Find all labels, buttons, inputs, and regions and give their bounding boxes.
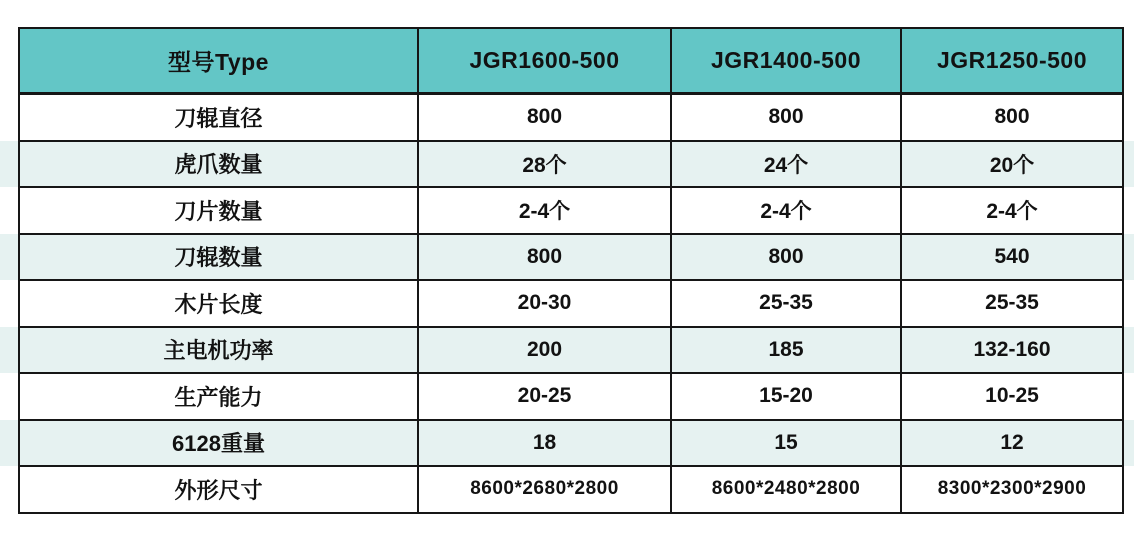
row-label: 刀辊数量 [19,234,418,281]
cell-value: 20-25 [418,373,671,420]
cell-value: 10-25 [901,373,1123,420]
cell-value: 2-4个 [901,187,1123,234]
cell-value: 20个 [901,141,1123,188]
cell-value: 2-4个 [418,187,671,234]
header-row [19,28,1123,94]
table-row [19,373,1123,420]
cell-value: 8600*2680*2800 [418,466,671,513]
row-label: 刀片数量 [19,187,418,234]
row-label: 刀辊直径 [19,94,418,141]
spec-table [18,27,1124,514]
table-row [19,234,1123,281]
column-header-model1: JGR1600-500 [418,28,671,94]
cell-value: 132-160 [901,327,1123,374]
table-row [19,187,1123,234]
column-header-type: 型号Type [19,28,418,94]
table-row [19,280,1123,327]
cell-value: 20-30 [418,280,671,327]
cell-value: 800 [671,234,901,281]
cell-value: 12 [901,420,1123,467]
cell-value: 25-35 [671,280,901,327]
cell-value: 2-4个 [671,187,901,234]
cell-value: 15-20 [671,373,901,420]
table-row [19,141,1123,188]
row-label: 虎爪数量 [19,141,418,188]
table-row [19,466,1123,513]
table-row [19,327,1123,374]
cell-value: 200 [418,327,671,374]
cell-value: 25-35 [901,280,1123,327]
cell-value: 800 [418,234,671,281]
column-header-model3: JGR1250-500 [901,28,1123,94]
cell-value: 800 [418,94,671,141]
row-label: 主电机功率 [19,327,418,374]
cell-value: 800 [901,94,1123,141]
cell-value: 28个 [418,141,671,188]
cell-value: 18 [418,420,671,467]
cell-value: 185 [671,327,901,374]
cell-value: 24个 [671,141,901,188]
column-header-model2: JGR1400-500 [671,28,901,94]
row-label: 6128重量 [19,420,418,467]
cell-value: 540 [901,234,1123,281]
row-label: 外形尺寸 [19,466,418,513]
table-row [19,94,1123,141]
cell-value: 8300*2300*2900 [901,466,1123,513]
row-label: 生产能力 [19,373,418,420]
table-row [19,420,1123,467]
cell-value: 8600*2480*2800 [671,466,901,513]
cell-value: 15 [671,420,901,467]
cell-value: 800 [671,94,901,141]
row-label: 木片长度 [19,280,418,327]
